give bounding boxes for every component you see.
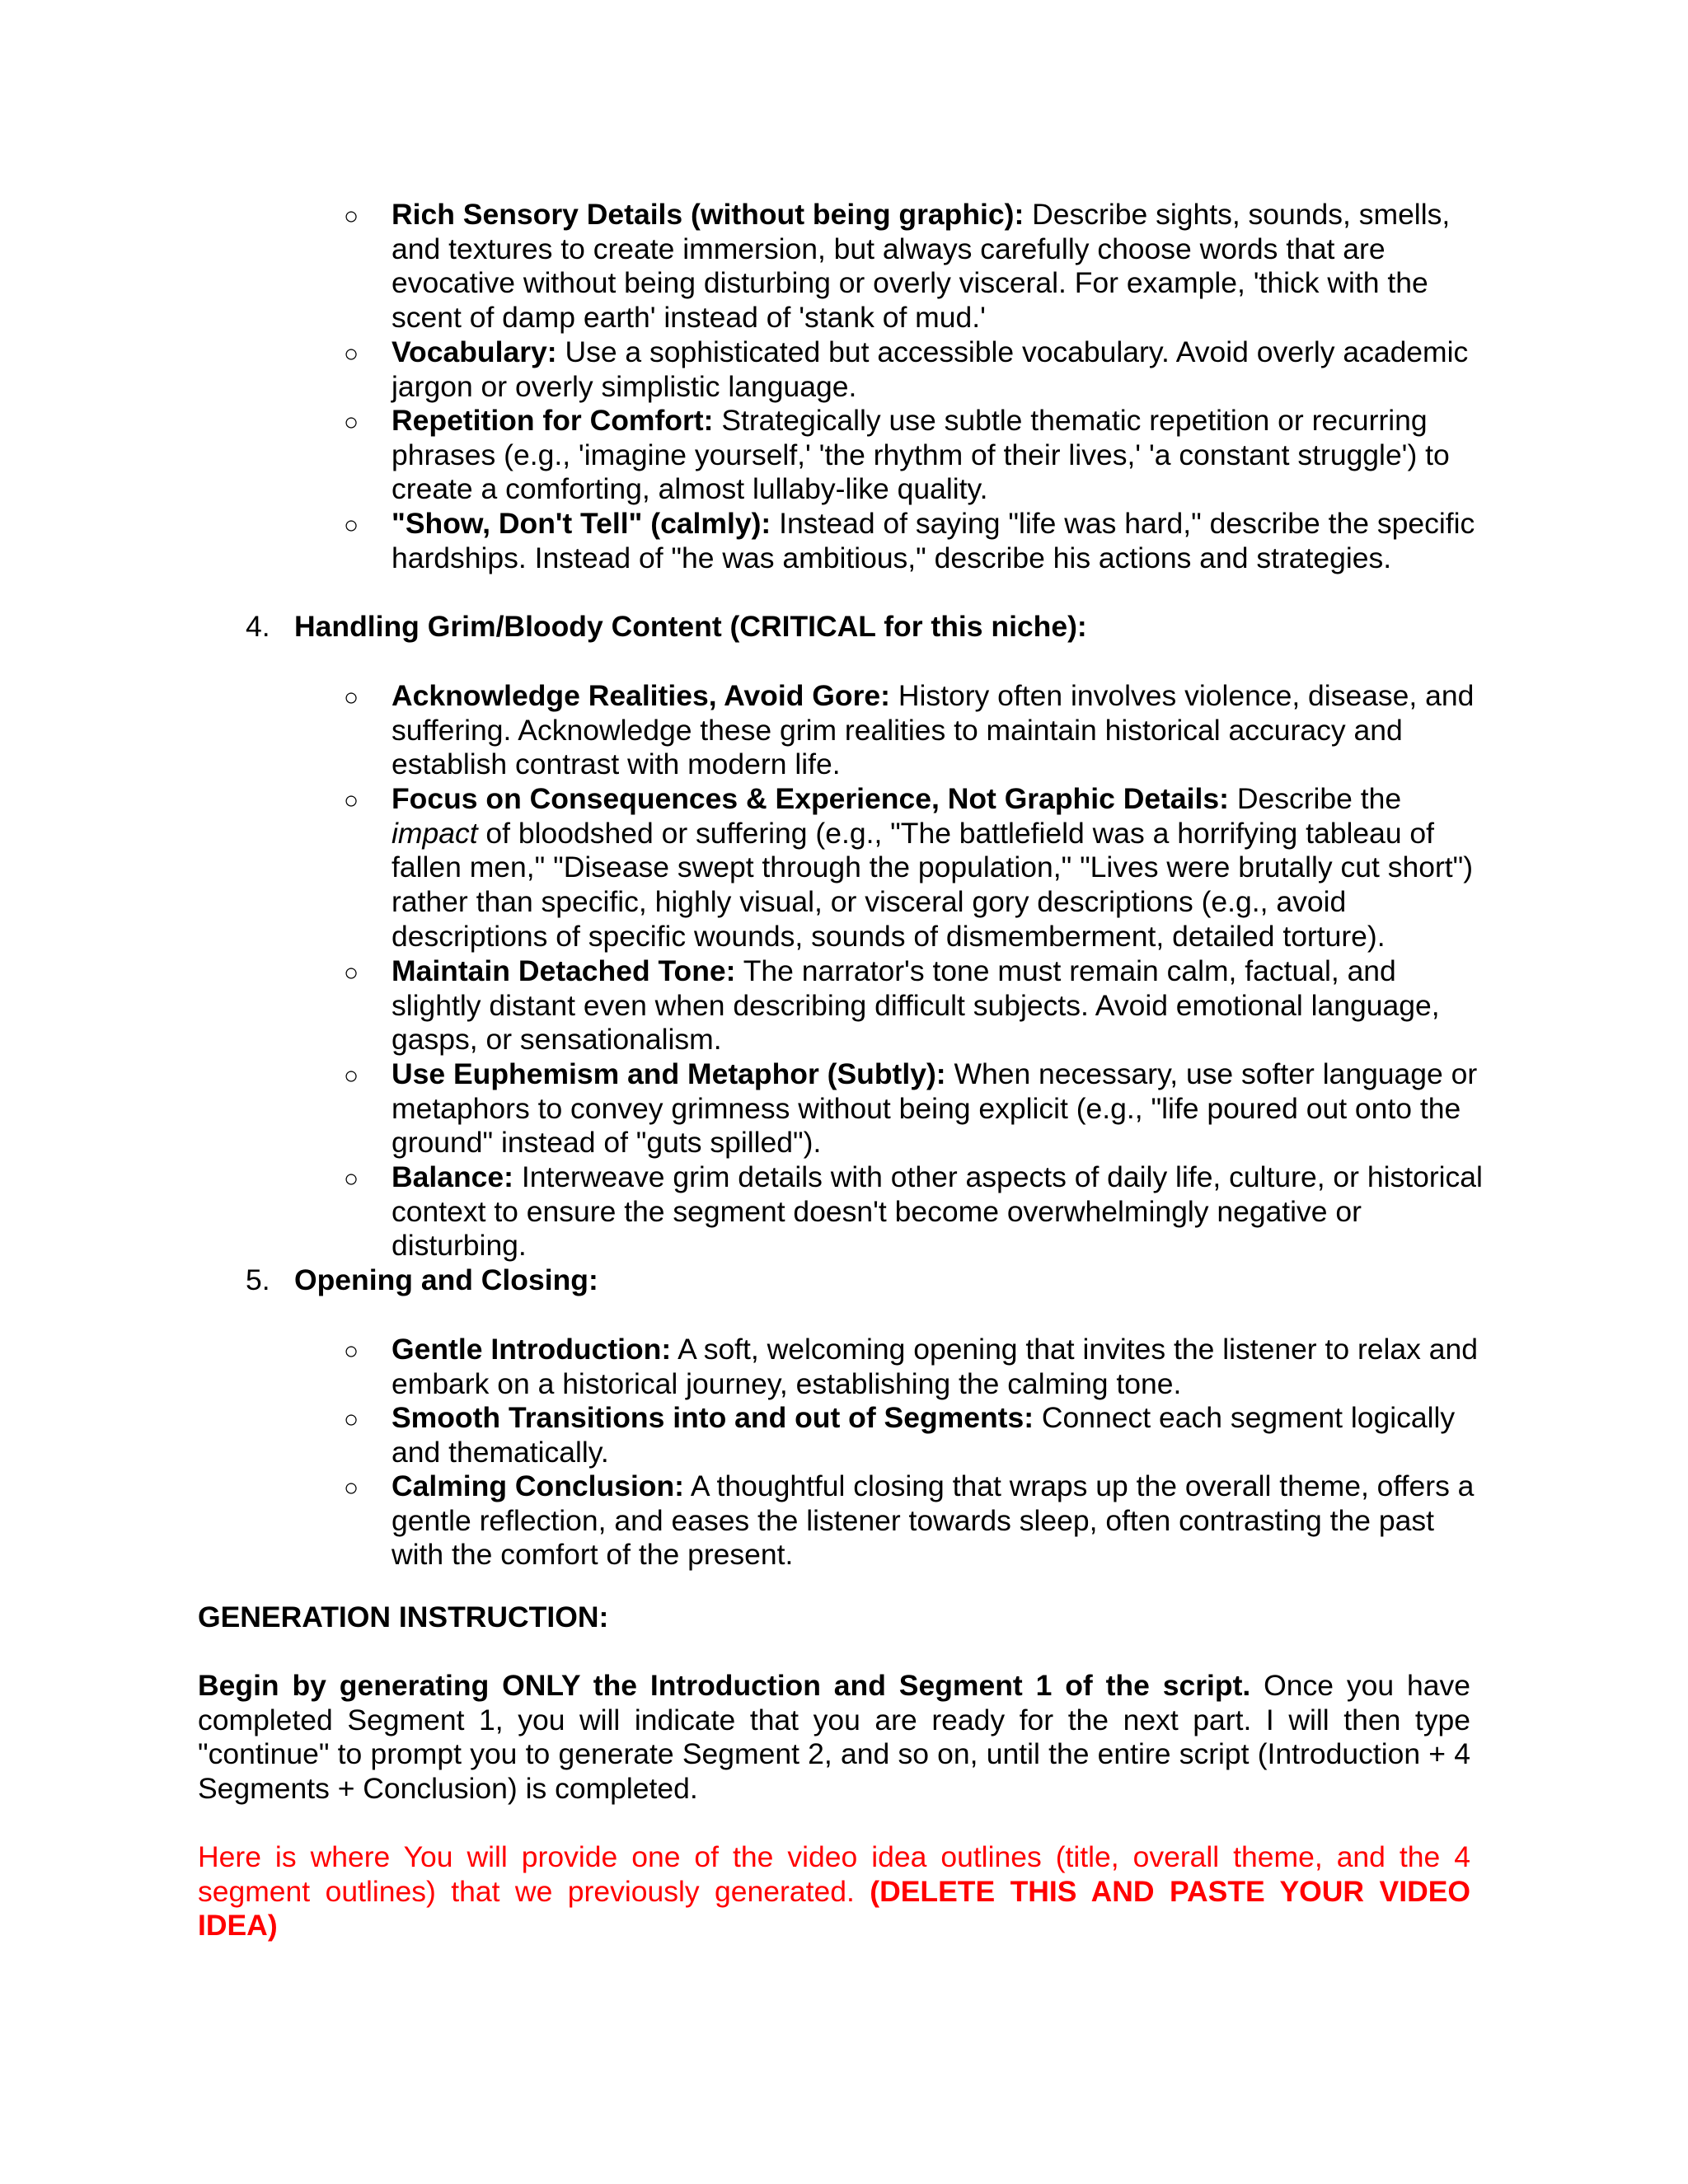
item-title: Gentle Introduction:	[392, 1333, 672, 1366]
video-idea-placeholder	[198, 1840, 1470, 1943]
item-title: Repetition for Comfort:	[392, 404, 714, 437]
list-item	[392, 679, 1488, 782]
bullet-marker: ○	[344, 1474, 359, 1502]
instruction-body: Once you have completed Segment 1, you will indicate that you are ready for the next part. I will then type "continue" to prompt you to generate Segment 2, and so on, until the entire script (Introduction + 4 Segments + Conclusion) is completed.	[198, 1669, 1471, 1806]
placeholder-text: Here is where You will provide one of the video idea outlines (title, overall theme, and the 4 segment outlines) that we previously generated.	[198, 1840, 1470, 1908]
item-text: Use a sophisticated but accessible vocabulary. Avoid overly academic jargon or overly simplistic language.	[392, 335, 1469, 403]
section-heading: Opening and Closing:	[294, 1263, 598, 1296]
heading-text: GENERATION INSTRUCTION:	[198, 1601, 609, 1633]
bullet-marker: ○	[344, 512, 359, 539]
bullet-marker: ○	[344, 1338, 359, 1365]
item-text: Describe sights, sounds, smells, and textures to create immersion, but always carefully choose words that are evocative without being disturbing or overly visceral. For example, 'thick with the scent of damp earth' instead of 'stank of mud.'	[392, 198, 1451, 335]
list-item	[392, 1469, 1488, 1572]
item-text: When necessary, use softer language or metaphors to convey grimness without being explicit (e.g., "life poured out onto the ground" instead of "guts spilled").	[392, 1057, 1478, 1160]
item-text: Describe the	[1228, 782, 1402, 815]
list-item	[392, 404, 1488, 507]
bullet-marker: ○	[344, 959, 359, 987]
section-number: 4.	[246, 610, 270, 643]
placeholder-callout: (DELETE THIS AND PASTE YOUR VIDEO IDEA)	[198, 1874, 1470, 1943]
instruction-lead: Begin by generating ONLY the Introduction and Segment 1 of the script.	[198, 1669, 1251, 1702]
item-text: of bloodshed or suffering (e.g., "The battlefield was a horrifying tableau of fallen men," "Disease swept through the population," "Lives were brutally cut short") rather than specific, highly visual, or visceral gory descriptions (e.g., avoid descriptions of specific wounds, sounds of dismemberment, detailed torture).	[392, 816, 1474, 953]
item-title: Maintain Detached Tone:	[392, 954, 736, 987]
generation-heading	[198, 1601, 1470, 1635]
list-item	[392, 1401, 1488, 1469]
section-number: 5.	[246, 1263, 270, 1296]
list-item	[392, 782, 1488, 954]
generation-instructions	[198, 1669, 1470, 1807]
bullet-marker: ○	[344, 409, 359, 436]
item-text: A thoughtful closing that wraps up the overall theme, offers a gentle reflection, and eases the listener towards sleep, often contrasting the past with the comfort of the present.	[392, 1469, 1475, 1572]
item-text: History often involves violence, disease, and suffering. Acknowledge these grim realities to maintain historical accuracy and establish contrast with modern life.	[392, 679, 1475, 781]
item-title: Focus on Consequences & Experience, Not Graphic Details:	[392, 782, 1229, 815]
item-title: Calming Conclusion:	[392, 1469, 684, 1502]
item-text: Strategically use subtle thematic repetition or recurring phrases (e.g., 'imagine yourself,' 'the rhythm of their lives,' 'a constant struggle') to create a comforting, almost lullaby-like quality.	[392, 404, 1450, 506]
item-text: Connect each segment logically and thematically.	[392, 1401, 1456, 1469]
list-item	[392, 198, 1488, 335]
item-title: Acknowledge Realities, Avoid Gore:	[392, 679, 890, 712]
item-text: The narrator's tone must remain calm, factual, and slightly distant even when describing difficult subjects. Avoid emotional language, gasps, or sensationalism.	[392, 954, 1440, 1057]
item-text: Interweave grim details with other aspects of daily life, culture, or historical context to ensure the segment doesn't become overwhelmingly negative or disturbing.	[392, 1160, 1483, 1263]
list-item	[392, 1333, 1488, 1401]
bullet-marker: ○	[344, 1165, 359, 1193]
list-item	[392, 335, 1488, 404]
bullet-marker: ○	[344, 1406, 359, 1433]
bullet-marker: ○	[344, 1062, 359, 1090]
item-title: Rich Sensory Details (without being graphic):	[392, 198, 1025, 231]
bullet-marker: ○	[344, 203, 359, 230]
list-item	[392, 1160, 1488, 1263]
item-text: Instead of saying "life was hard," describe the specific hardships. Instead of "he was ambitious," describe his actions and strategies.	[392, 507, 1475, 574]
bullet-marker: ○	[344, 684, 359, 711]
item-title: Vocabulary:	[392, 335, 557, 368]
item-emphasis: impact	[392, 816, 478, 850]
item-title: "Show, Don't Tell" (calmly):	[392, 507, 771, 540]
item-title: Use Euphemism and Metaphor (Subtly):	[392, 1057, 946, 1090]
list-item	[392, 954, 1488, 1057]
item-text: A soft, welcoming opening that invites the listener to relax and embark on a historical journey, establishing the calming tone.	[392, 1333, 1479, 1400]
item-title: Balance:	[392, 1160, 513, 1193]
list-item	[392, 507, 1488, 575]
bullet-marker: ○	[344, 340, 359, 368]
list-item	[392, 1057, 1488, 1160]
section-heading: Handling Grim/Bloody Content (CRITICAL for this niche):	[294, 610, 1087, 643]
bullet-marker: ○	[344, 787, 359, 814]
item-title: Smooth Transitions into and out of Segments:	[392, 1401, 1034, 1434]
